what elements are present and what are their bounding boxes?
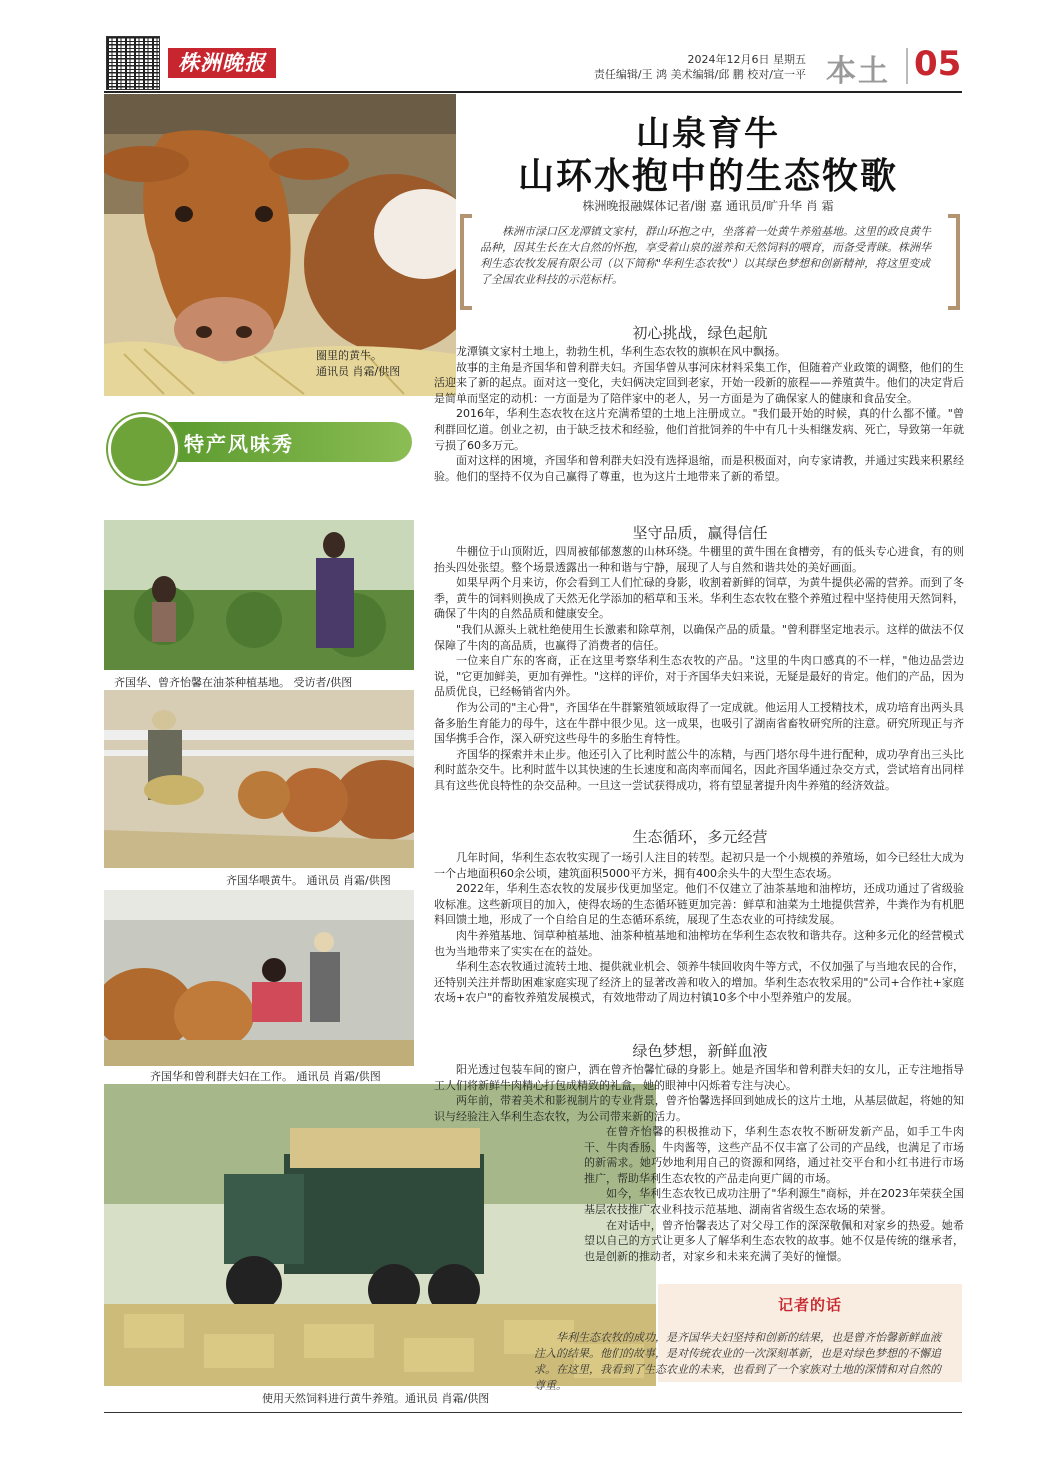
editor-credits: 责任编辑/王 鸿 美术编辑/邱 鹏 校对/宣一平 [593, 68, 806, 81]
paragraph: 阳光透过包装车间的窗户，洒在曾齐怡馨忙碌的身影上。她是齐国华和曾利群夫妇的女儿，正专注地指导工人们将新鲜牛肉精心打包成精致的礼盒，她的眼神中闪烁着专注与决心。 [434, 1063, 964, 1092]
paragraph: 如今，华利生态农牧已成功注册了"华利源生"商标，并在2023年荣获全国基层农技推广农业科技示范基地、湖南省省级生态农场的荣誉。 [584, 1187, 964, 1216]
dateline [560, 52, 806, 82]
paragraph: 牛棚位于山顶附近，四周被郁郁葱葱的山林环绕。牛棚里的黄牛围在食槽旁，有的低头专心进食，有的则抬头四处张望。整个场景透露出一种和谐与宁静，展现了人与自然和谐共处的美好画面。 [434, 545, 964, 574]
feeding-illustration [104, 690, 414, 868]
caption-photo1: 圈里的黄牛。 通讯员 肖霜/供图 [316, 349, 401, 378]
caption-photo4: 齐国华和曾利群夫妇在工作。 通讯员 肖霜/供图 [150, 1070, 381, 1083]
section-body-narrow [584, 1124, 964, 1264]
section-divider [906, 48, 908, 84]
photo-tea-plantation [104, 520, 414, 670]
paragraph: 2016年，华利生态农牧在这片充满希望的土地上注册成立。"我们最开始的时候，真的什么都不懂。"曾利群回忆道。创业之初，由于缺乏技术和经验，他们首批饲养的牛中有几十头相继发病、死亡，导致第一年就亏损了60多万元。 [434, 407, 964, 452]
page-number: 05 [914, 44, 962, 84]
footer-rule [104, 1412, 962, 1413]
column-banner [104, 394, 414, 498]
qr-code [106, 36, 160, 90]
lead-bracket-left [460, 214, 472, 310]
reporter-note-text: 华利生态农牧的成功，是齐国华夫妇坚持和创新的结果，也是曾齐怡馨新鲜血液注入的结果。他们的故事，是对传统农业的一次深刻革新，也是对绿色梦想的不懈追求。在这里，我看到了生态农业的未来，也看到了一个家族对土地的深情和对自然的尊重。 [534, 1331, 941, 1392]
section-body [434, 1062, 964, 1124]
tea-plantation-illustration [104, 520, 414, 670]
article-byline: 株洲晚报融媒体记者/谢 嘉 通讯员/旷升华 肖 霜 [582, 199, 834, 213]
reporter-note-title: 记者的话 [777, 1296, 842, 1314]
section-body [434, 544, 964, 794]
photo-feeding-cattle [104, 690, 414, 868]
paragraph: 面对这样的困境，齐国华和曾利群夫妇没有选择退缩，而是积极面对，向专家请教，并通过实践来积累经验。他们的坚持不仅为自己赢得了尊重，也为这片土地带来了新的希望。 [434, 454, 964, 483]
section-name: 本土 [826, 54, 890, 89]
lead-paragraph: 株洲市渌口区龙潭镇文家村，群山环抱之中，坐落着一处黄牛养殖基地。这里的政良黄牛品种，因其生长在大自然的怀抱，享受着山泉的滋养和天然饲料的喂育，而备受青睐。株洲华利生态农牧发展有限公司（以下简称"华利生态农牧"）以其绿色梦想和创新精神，将这里变成了全国农业科技的示范标杆。 [480, 225, 931, 286]
date: 2024年12月6日 星期五 [687, 53, 806, 66]
paragraph: 一位来自广东的客商，正在这里考察华利生态农牧的产品。"这里的牛肉口感真的不一样，"他边品尝边说，"它更加鲜美，更加有弹性。"这样的评价，对于齐国华夫妇来说，无疑是最好的肯定。他们的产品，因为品质优良，已经畅销省内外。 [434, 654, 964, 699]
section-heading: 初心挑战，绿色起航 [632, 324, 768, 342]
caption-photo2: 齐国华、曾齐怡馨在油茶种植基地。 受访者/供图 [114, 676, 353, 689]
couple-illustration [104, 890, 414, 1066]
paragraph: 两年前，带着美术和影视制片的专业背景，曾齐怡馨选择回到她成长的这片土地，从基层做起，将她的知识与经验注入华利生态农牧，为公司带来新的活力。 [434, 1094, 964, 1123]
paragraph: 2022年，华利生态农牧的发展步伐更加坚定。他们不仅建立了油茶基地和油榨坊，还成功通过了省级验收标准。这些新项目的加入，使得农场的生态循环链更加完善：鲜草和油菜为土地提供营养，牛粪作为有机肥料回馈土地，形成了一个自给自足的生态循环系统，展现了生态农业的可持续发展。 [434, 882, 964, 927]
section-heading: 坚守品质，赢得信任 [632, 524, 768, 542]
caption-photo5: 使用天然饲料进行黄牛养殖。通讯员 肖霜/供图 [262, 1392, 490, 1405]
section-heading: 生态循环，多元经营 [632, 828, 768, 846]
article-title-line2: 山环水抱中的生态牧歌 [517, 155, 898, 197]
paragraph: 华利生态农牧通过流转土地、提供就业机会、领养牛犊回收肉牛等方式，不仅加强了与当地农民的合作，还特别关注并帮助困难家庭实现了经济上的显著改善和收入的增加。华利生态农牧采用的"公司+合作社+家庭农场+农户"的畜牧养殖发展模式，有效地带动了周边村镇10多个中小型养殖户的发展。 [434, 960, 964, 1005]
paragraph: "我们从源头上就杜绝使用生长激素和除草剂，以确保产品的质量。"曾利群坚定地表示。这样的做法不仅保障了牛肉的高品质，也赢得了消费者的信任。 [434, 622, 964, 652]
banner-emblem-icon [108, 414, 178, 484]
photo-couple-working [104, 890, 414, 1066]
header-rule [104, 91, 962, 93]
paragraph: 齐国华的探索并未止步。他还引入了比利时蓝公牛的冻精，与西门塔尔母牛进行配种，成功孕育出三头比利时蓝杂交牛。比利时蓝牛以其快速的生长速度和高肉率而闻名，因此齐国华通过杂交方式，尝试培育出同样具有这些优良特性的杂交品种。一旦这一尝试获得成功，将有望显著提升肉牛养殖的经济效益。 [434, 747, 964, 792]
section-body [434, 344, 964, 484]
paragraph: 龙潭镇文家村土地上，勃勃生机，华利生态农牧的旗帜在风中飘扬。 [456, 345, 786, 358]
lead-bracket-right [948, 214, 960, 310]
lead-box [460, 214, 960, 304]
caption-photo3: 齐国华喂黄牛。 通讯员 肖霜/供图 [226, 874, 391, 887]
paragraph: 在对话中，曾齐怡馨表达了对父母工作的深深敬佩和对家乡的热爱。她希望以自己的方式让更多人了解华利生态农牧的故事。她不仅是传统的继承者，也是创新的推动者，对家乡和未来充满了美好的憧憬。 [584, 1218, 964, 1263]
masthead-logo: 株洲晚报 [168, 48, 276, 78]
paragraph: 几年时间，华利生态农牧实现了一场引人注目的转型。起初只是一个小规模的养殖场，如今已经壮大成为一个占地面积60余公顷，建筑面积5000平方米，拥有400余头牛的大型生态农场。 [434, 851, 964, 880]
paragraph: 肉牛养殖基地、饲草种植基地、油茶种植基地和油榨坊在华利生态农牧和谐共存。这种多元化的经营模式也为当地带来了实实在在的益处。 [434, 928, 964, 958]
section-heading: 绿色梦想，新鲜血液 [632, 1042, 768, 1060]
paragraph: 如果早两个月来访，你会看到工人们忙碌的身影，收割着新鲜的饲草，为黄牛提供必需的营养。而到了冬季，黄牛的饲料则换成了天然无化学添加的稻草和玉米。华利生态农牧在整个养殖过程中坚持使用天然饲料，确保了牛肉的自然品质和健康安全。 [434, 576, 964, 621]
article-title-line1: 山泉育牛 [636, 114, 780, 154]
paragraph: 作为公司的"主心骨"，齐国华在牛群繁殖领域取得了一定成就。他运用人工授精技术，成功培育出两头具备多胎生育能力的母牛，这在牛群中很少见。这一成果，也吸引了湖南省畜牧研究所的注意。研究所现正与齐国华携手合作，深入研究这些母牛的多胎生育特性。 [434, 700, 964, 746]
paragraph: 故事的主角是齐国华和曾利群夫妇。齐国华曾从事河床材料采集工作，但随着产业政策的调整，他们的生活迎来了新的起点。面对这一变化，夫妇俩决定回到老家，开始一段新的旅程——养殖黄牛。他们的决定背后是简单而坚定的动机：一方面是为了陪伴家中的老人，另一方面是为了确保家人的健康和食品安全。 [434, 360, 964, 405]
paragraph: 在曾齐怡馨的积极推动下，华利生态农牧不断研发新产品，如手工牛肉干、牛肉香肠、牛肉酱等，这些产品不仅丰富了公司的产品线，也满足了市场的新需求。她巧妙地利用自己的资源和网络，通过社交平台和小红书进行市场推广，帮助华利生态农牧的产品走向更广阔的市场。 [584, 1125, 964, 1185]
section-body [434, 850, 964, 1006]
banner-title: 特产风味秀 [184, 432, 294, 456]
